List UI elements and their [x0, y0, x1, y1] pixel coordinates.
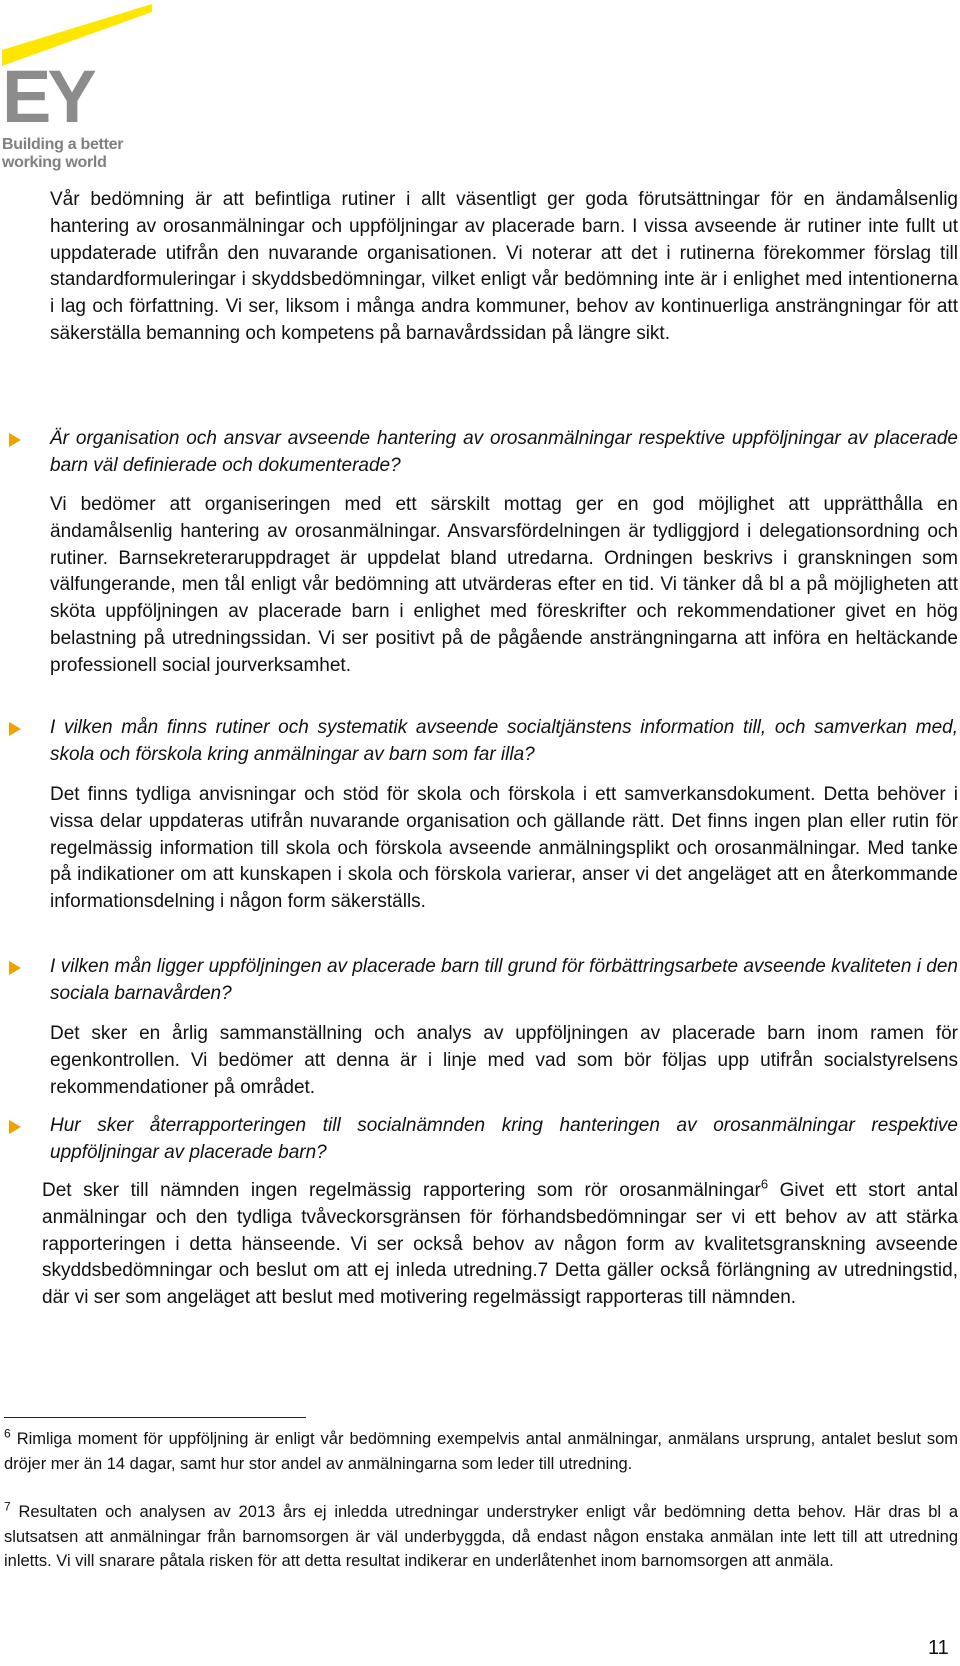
bullet-arrow-icon	[9, 433, 21, 447]
answer-4-part2: Givet ett stort antal anmälningar och den tydliga tvåveckorsgränsen för förhandsbedömningar ser vi ett behov av att stärka rapporteringen i detta hänseende. Vi ser också behov av någon form av kvalitetsgranskning avseende skyddsbedömningar och beslut om att ej inleda utredning.7 Detta gäller också förlängning av utredningstid, där vi ser som angeläget att beslut med motivering regelmässigt rapporteras till nämnden.	[42, 1180, 958, 1309]
answer-4-part1: Det sker till nämnden ingen regelmässig rapportering som rör orosanmälningar	[42, 1180, 761, 1201]
footnote-6-number: 6	[4, 1426, 11, 1441]
bullet-arrow-icon	[9, 961, 21, 975]
footnote-7	[4, 1500, 958, 1574]
footnote-ref-6[interactable]: 6	[760, 1176, 769, 1192]
footnote-7-text: Resultaten och analysen av 2013 års ej inledda utredningar understryker enligt vår bedömning detta behov. Här dras bl a slutsatsen att anmälningar från barnomsorgen är väl underbyggda, då endast någon enstaka anmälan inte lett till att utredning inletts. Vi vill snarare påtala risken för att detta resultat indikerar en underlåtenhet inom barnomsorgen att anmäla.	[4, 1503, 958, 1570]
question-3-text: I vilken mån ligger uppföljningen av placerade barn till grund för förbättringsarbete avseende kvaliteten i den sociala barnavården?	[50, 956, 958, 1004]
logo-brand-text: EY	[2, 55, 93, 138]
answer-4-paragraph	[42, 1178, 958, 1312]
bullet-arrow-icon	[9, 1120, 21, 1134]
bullet-arrow-icon	[9, 722, 21, 736]
page-number: 11	[928, 1637, 949, 1659]
answer-3-paragraph: Det sker en årlig sammanställning och analys av uppföljningen av placerade barn inom ramen för egenkontrollen. Vi bedömer att denna är i linje med vad som bör följas upp utifrån socialstyrelsens rekommendationer på området.	[50, 1023, 958, 1098]
question-1-text: Är organisation och ansvar avseende hantering av orosanmälningar respektive uppföljningar av placerade barn väl definierade och dokumenterade?	[50, 428, 958, 476]
footnote-6	[4, 1427, 958, 1476]
answer-1-paragraph: Vi bedömer att organiseringen med ett särskilt mottag ger en god möjlighet att upprätthålla en ändamålsenlig hantering av orosanmälningar. Ansvarsfördelningen är tydliggjord i delegationsordning och rutiner. Barnsekreterаruppdraget är uppdelat bland utredarna. Ordningen beskrivs i granskningen som välfungerande, men tål enligt vår bedömning att utvärderas efter en tid. Vi tänker då bl a på möjligheten att sköta uppföljningen av placerade barn i enlighet med föreskrifter och rekommendationer givet en hög belastning på utredningssidan. Vi ser positivt på de pågående ansträngningarna att införa en heltäckande professionell social jourverksamhet.	[50, 494, 958, 676]
question-2-text: I vilken mån finns rutiner och systematik avseende socialtjänstens information till, och samverkan med, skola och förskola kring anmälningar av barn som far illa?	[50, 717, 958, 765]
intro-paragraph: Vår bedömning är att befintliga rutiner i allt väsentligt ger goda förutsättningar för en ändamålsenlig hantering av orosanmälningar och uppföljningar av placerade barn. I vissa avseende är rutiner inte fullt ut uppdaterade utifrån den nuvarande organisationen. Vi noterar att det i rutinerna förekommer förslag till standardformuleringar i skyddsbedömningar, vilket enligt vår bedömning inte är i enlighet med intentionerna i lag och författning. Vi ser, liksom i många andra kommuner, behov av kontinuerliga ansträngningar för att säkerställa bemanning och kompetens på barnavårdssidan på längre sikt.	[50, 189, 958, 344]
footnote-6-text: Rimliga moment för uppföljning är enligt vår bedömning exempelvis antal anmälningar, anmälans ursprung, antalet beslut som dröjer mer än 14 dagar, samt hur stor andel av anmälningarna som leder till utredning.	[4, 1430, 958, 1473]
logo-tagline-line2: working world	[2, 154, 107, 171]
footnote-divider	[4, 1417, 306, 1418]
question-4-text: Hur sker återrapporteringen till socialnämnden kring hanteringen av orosanmälningar respektive uppföljningar av placerade barn?	[50, 1115, 958, 1163]
logo-tagline-line1: Building a better	[2, 136, 124, 153]
footnote-7-number: 7	[4, 1499, 11, 1514]
answer-2-paragraph: Det finns tydliga anvisningar och stöd för skola och förskola i ett samverkansdokument. Detta behöver i vissa delar uppdateras utifrån nuvarande organisation och gällande rätt. Det finns ingen plan eller rutin för regelmässig information till skola och förskola avseende anmälningsplikt och orosanmälningar. Med tanke på indikationer om att kunskapen i skola och förskola varierar, anser vi det angeläget att en återkommande informationsdelning i någon form säkerställs.	[50, 784, 958, 913]
